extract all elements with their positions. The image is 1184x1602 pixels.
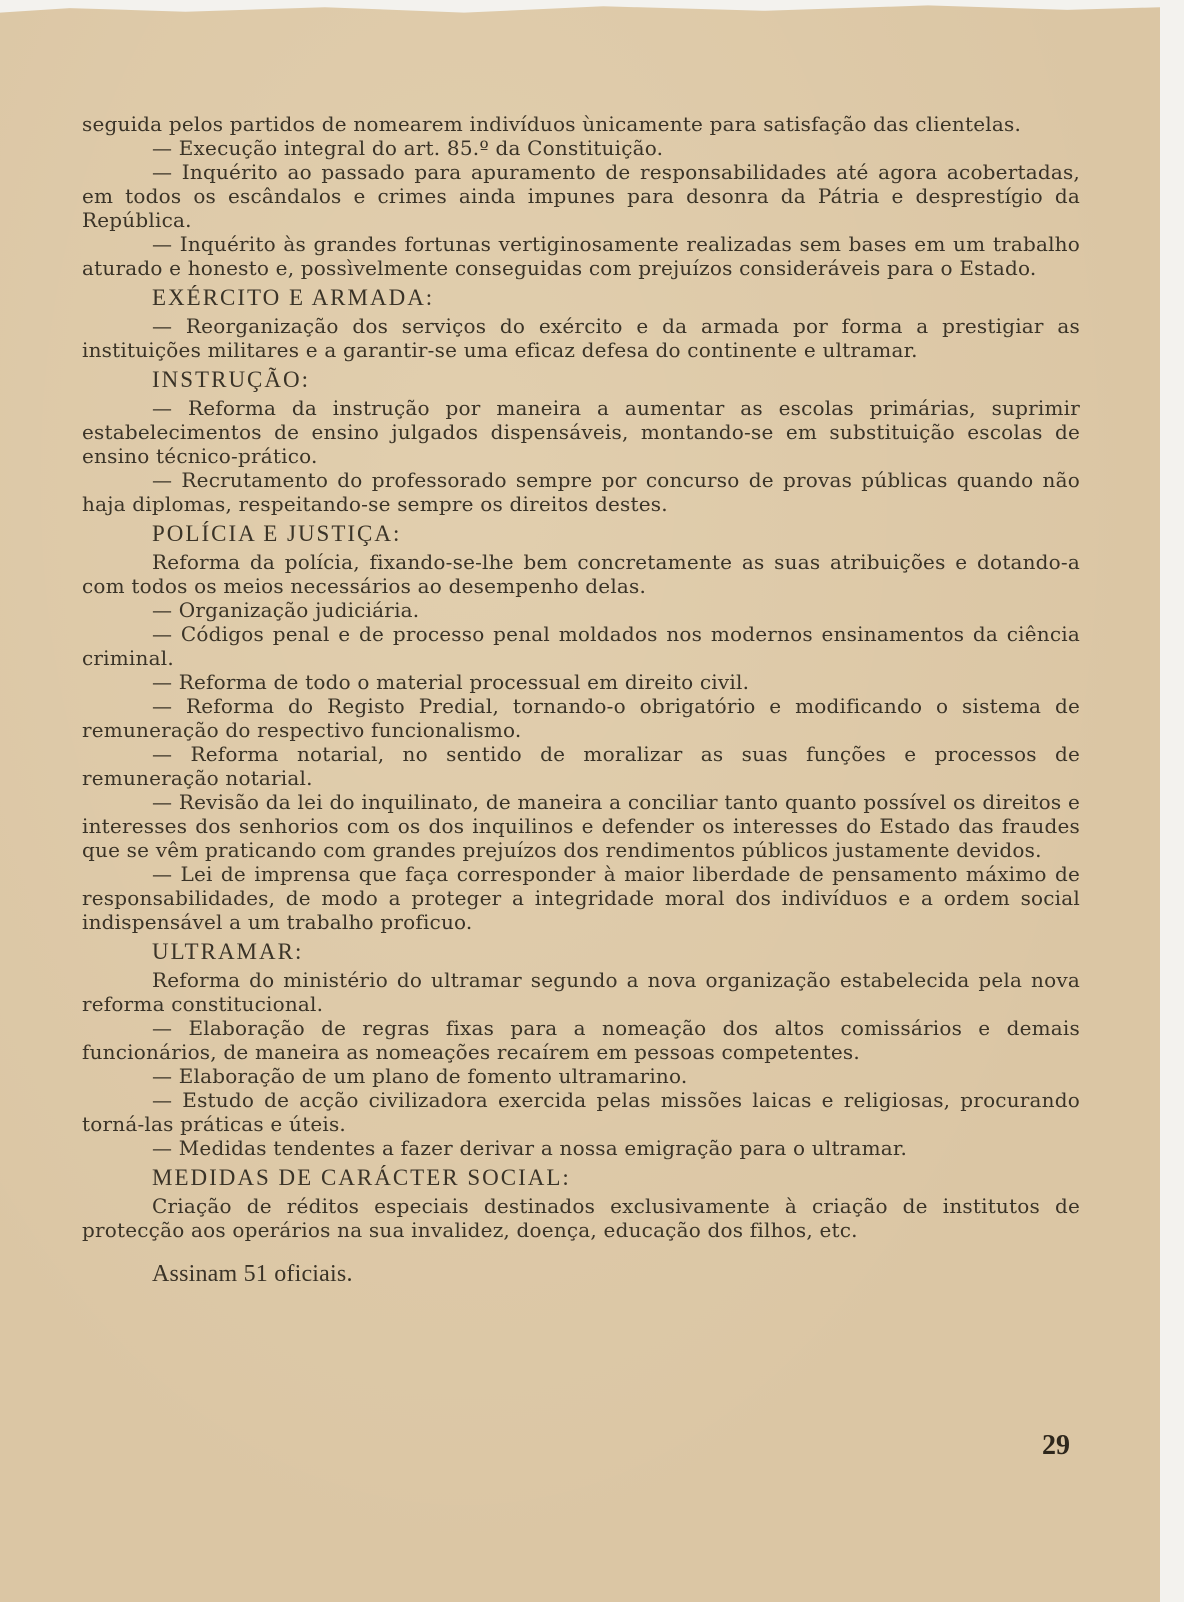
- section-item: — Reforma do Registo Predial, tornando-o obrigatório e modificando o sistema de remuneração do respectivo funcionalismo.: [82, 694, 1080, 742]
- section-item: — Elaboração de um plano de fomento ultramarino.: [152, 1064, 688, 1088]
- paragraph: — Execução integral do art. 85.º da Constituição.: [152, 136, 664, 160]
- section-item: Reforma da polícia, fixando-se-lhe bem concretamente as suas atribuições e dotando-a com todos os meios necessários ao desempenho delas.: [82, 550, 1080, 598]
- section-item: Reforma do ministério do ultramar segundo a nova organização estabelecida pela nova reforma constitucional.: [82, 968, 1080, 1016]
- paragraph: — Inquérito às grandes fortunas vertiginosamente realizadas sem bases em um trabalho aturado e honesto e, possìvelmente conseguidas com prejuízos consideráveis para o Estado.: [82, 232, 1080, 280]
- section-item: — Revisão da lei do inquilinato, de maneira a conciliar tanto quanto possível os direitos e interesses dos senhorios com os dos inquilinos e defender os interesses do Estado das fraudes que se vêm praticando com grandes prejuízos dos rendimentos públicos justamente devidos.: [82, 790, 1080, 862]
- page-number: 29: [1042, 1430, 1070, 1461]
- section-item: — Medidas tendentes a fazer derivar a nossa emigração para o ultramar.: [152, 1136, 908, 1160]
- section-heading-exercito: EXÉRCITO E ARMADA:: [152, 285, 435, 310]
- section-heading-ultramar: ULTRAMAR:: [152, 939, 304, 964]
- section-item: — Reforma de todo o material processual em direito civil.: [152, 670, 750, 694]
- section-item: — Códigos penal e de processo penal moldados nos modernos ensinamentos da ciência criminal.: [82, 622, 1080, 670]
- section-item: — Reforma da instrução por maneira a aumentar as escolas primárias, suprimir estabelecimentos de ensino julgados dispensáveis, montando-se em substituição escolas de ensino técnico-prático.: [82, 396, 1080, 468]
- section-item: — Reforma notarial, no sentido de moralizar as suas funções e processos de remuneração notarial.: [82, 742, 1080, 790]
- section-item: — Elaboração de regras fixas para a nomeação dos altos comissários e demais funcionários, de maneira as nomeações recaírem em pessoas competentes.: [82, 1016, 1080, 1064]
- body-text: [82, 112, 1080, 1286]
- section-heading-policia-justica: POLÍCIA E JUSTIÇA:: [152, 521, 402, 546]
- section-heading-instrucao: INSTRUÇÃO:: [152, 367, 311, 392]
- signature-line: Assinam 51 oficiais.: [152, 1261, 353, 1287]
- section-item: — Organização judiciária.: [152, 598, 420, 622]
- section-item: — Recrutamento do professorado sempre por concurso de provas públicas quando não haja diplomas, respeitando-se sempre os direitos destes.: [82, 468, 1080, 516]
- section-item: — Reorganização dos serviços do exército e da armada por forma a prestigiar as instituições militares e a garantir-se uma eficaz defesa do continente e ultramar.: [82, 314, 1080, 362]
- paragraph: seguida pelos partidos de nomearem indivíduos ùnicamente para satisfação das clientelas.: [82, 112, 1021, 136]
- section-item: — Estudo de acção civilizadora exercida pelas missões laicas e religiosas, procurando torná-las práticas e úteis.: [82, 1088, 1080, 1136]
- paragraph: — Inquérito ao passado para apuramento de responsabilidades até agora acobertadas, em todos os escândalos e crimes ainda impunes para desonra da Pátria e desprestígio da República.: [82, 160, 1080, 232]
- section-heading-medidas-sociais: MEDIDAS DE CARÁCTER SOCIAL:: [152, 1165, 571, 1190]
- torn-top-edge: [0, 0, 1160, 18]
- section-item: Criação de réditos especiais destinados exclusivamente à criação de institutos de protecção aos operários na sua invalidez, doença, educação dos filhos, etc.: [82, 1194, 1080, 1242]
- section-item: — Lei de imprensa que faça corresponder à maior liberdade de pensamento máximo de responsabilidades, de modo a proteger a integridade moral dos indivíduos e a ordem social indispensável a um trabalho proficuo.: [82, 862, 1080, 934]
